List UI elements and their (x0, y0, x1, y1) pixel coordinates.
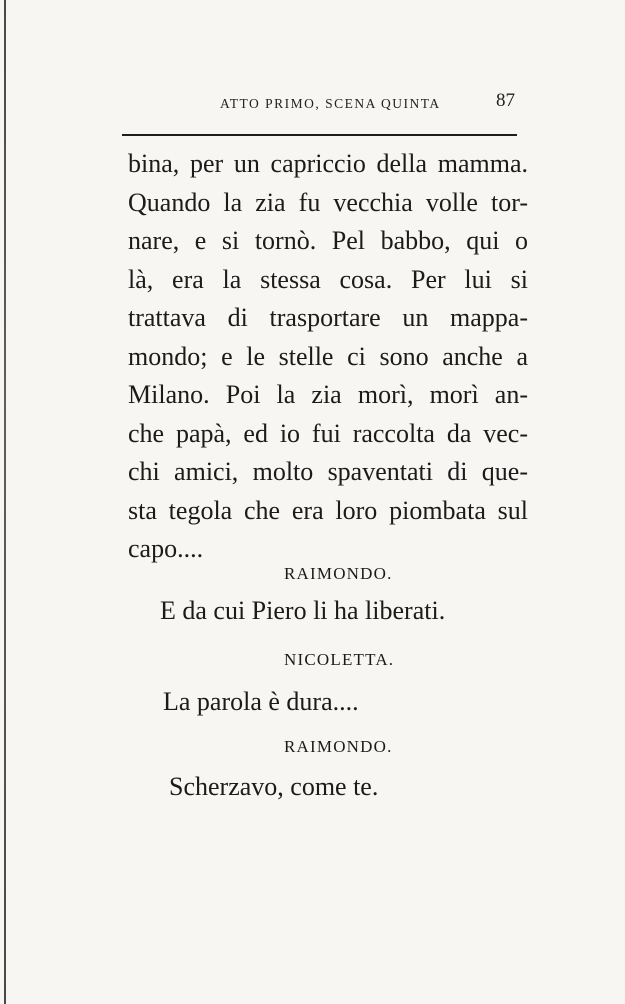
speaker-name: NICOLETTA. (284, 650, 395, 669)
paragraph (128, 145, 528, 569)
text-line: trattava di trasportare un mappa- (128, 303, 528, 332)
text-line: Milano. Poi la zia morì, morì an- (128, 380, 528, 409)
page-edge (4, 0, 6, 1004)
dialogue-line: E da cui Piero li ha liberati. (160, 596, 446, 625)
running-head: ATTO PRIMO, SCENA QUINTA (220, 96, 441, 111)
text-line: chi amici, molto spaventati di que- (128, 457, 528, 486)
page-number: 87 (496, 90, 515, 111)
dialogue-line: Scherzavo, come te. (169, 772, 379, 801)
header-rule (122, 134, 517, 136)
dialogue-line: La parola è dura.... (163, 687, 359, 716)
speaker-name: RAIMONDO. (284, 737, 393, 756)
speaker-name: RAIMONDO. (284, 564, 393, 583)
text-line: là, era la stessa cosa. Per lui si (128, 264, 528, 294)
text-line: capo.... (128, 534, 204, 563)
text-line: che papà, ed io fui raccolta da vec- (128, 418, 528, 448)
text-line: sta tegola che era loro piombata sul (128, 495, 528, 525)
text-line: mondo; e le stelle ci sono anche a (128, 341, 528, 371)
text-line: bina, per un capriccio della mamma. (128, 149, 528, 178)
text-line: nare, e si tornò. Pel babbo, qui o (128, 226, 528, 255)
text-line: Quando la zia fu vecchia volle tor- (128, 187, 528, 217)
page-header (122, 88, 517, 118)
